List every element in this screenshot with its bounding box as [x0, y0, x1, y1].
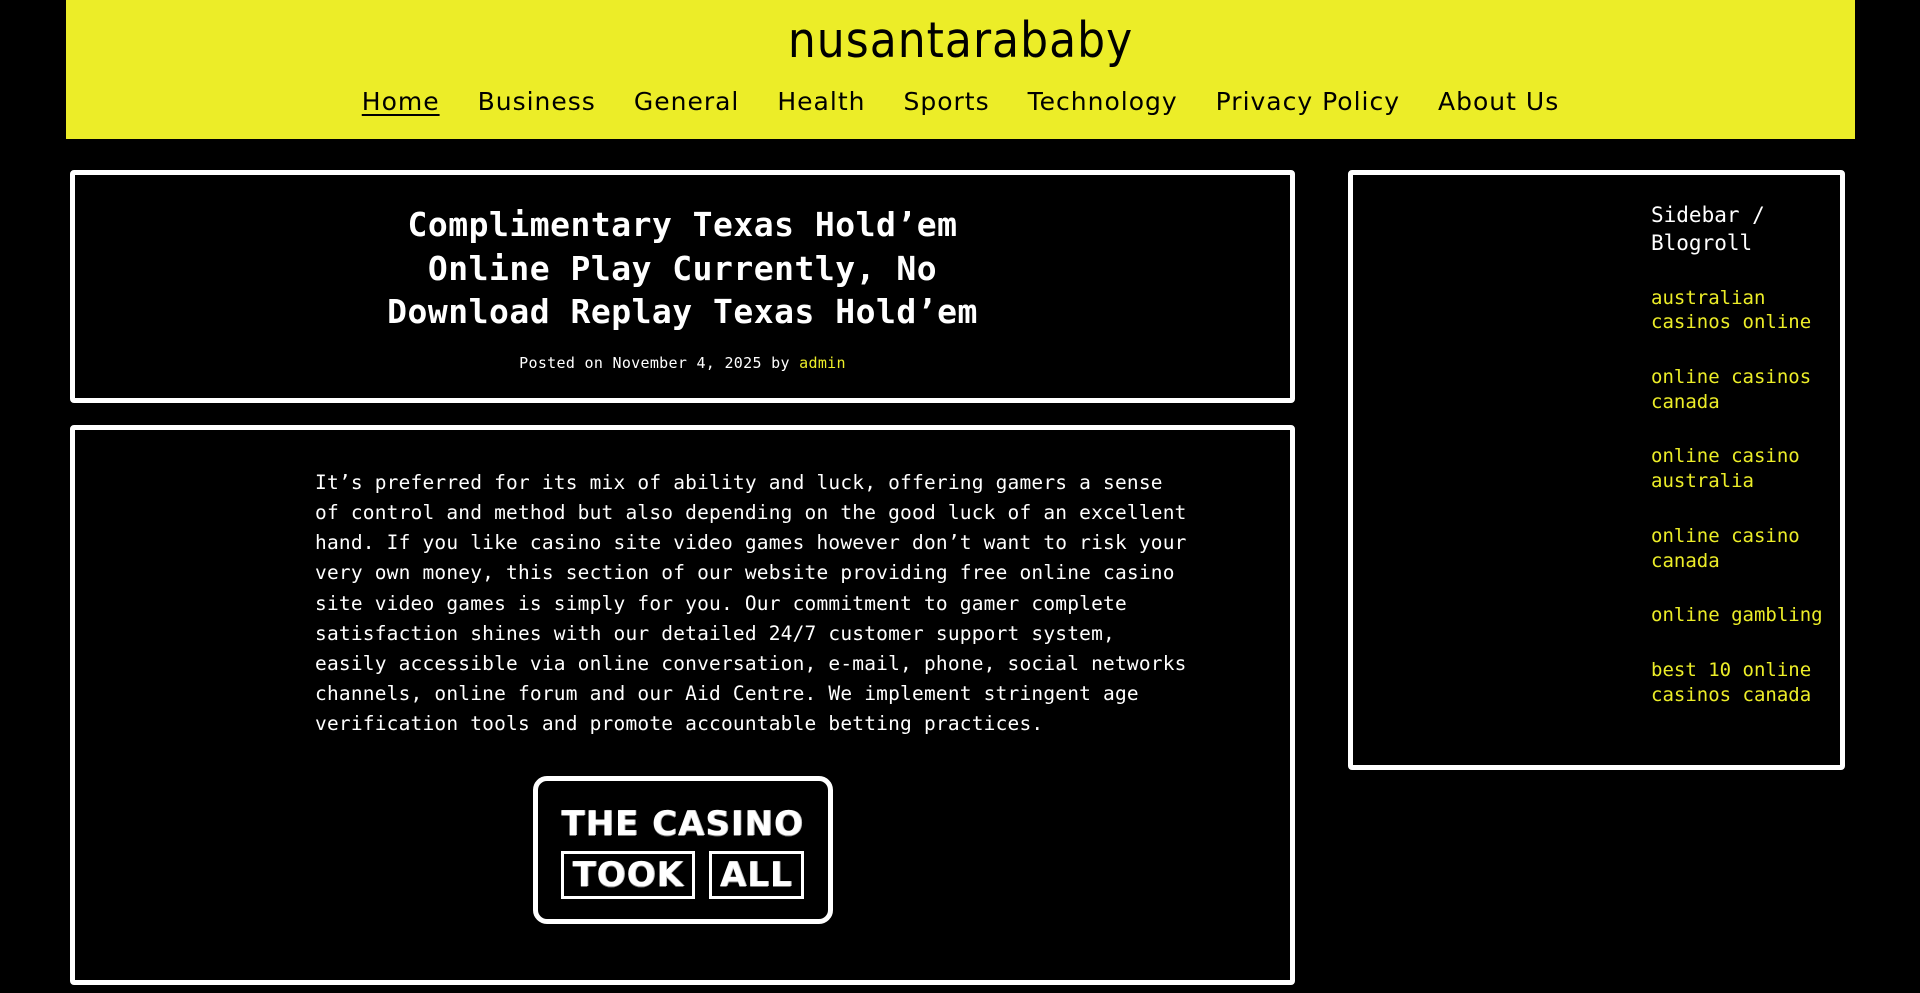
post-author-link[interactable]: admin [799, 353, 846, 372]
sidebar-inner [1651, 201, 1845, 707]
nav-item-sports[interactable]: Sports [903, 86, 990, 116]
sidebar-link-online-casino-canada[interactable]: online casino canada [1651, 524, 1800, 572]
post-body-text: It’s preferred for its mix of ability and luck, offering gamers a sense of control and method but also depending on the good luck of an excellent hand. If you like casino site video games however don’t want to risk your very own money, this section of our website providing free online casino site video games is simply for you. Our commitment to gamer complete satisfaction shines with our detailed 24/7 customer support system, easily accessible via online conversation, e-mail, phone, social networks channels, online forum and our Aid Centre. We implement stringent age verification tools and promote accountable betting practices. [315, 470, 1187, 736]
post-image-line-2 [561, 851, 803, 899]
sidebar-link-online-gambling[interactable]: online gambling [1651, 604, 1823, 627]
sidebar-link-online-casinos-canada[interactable]: online casinos canada [1651, 366, 1812, 413]
main-navigation [362, 87, 1559, 116]
nav-item-health[interactable]: Health [777, 86, 866, 116]
post-image [533, 776, 833, 924]
nav-item-technology[interactable]: Technology [1027, 86, 1178, 116]
nav-item-general[interactable]: General [633, 86, 740, 116]
site-title: nusantarababy [787, 12, 1134, 69]
post-meta-by-label: by [771, 353, 790, 372]
sidebar [1348, 170, 1845, 770]
nav-item-business[interactable]: Business [477, 86, 596, 116]
post-body-panel [70, 425, 1295, 985]
sidebar-link-best-10-online-casinos-canada[interactable]: best 10 online casinos canada [1651, 658, 1812, 706]
post-date: November 4, 2025 [612, 353, 762, 372]
sidebar-link-australian-casinos-online[interactable]: australian casinos online [1651, 286, 1812, 334]
post-meta-posted-label: Posted on [519, 353, 604, 372]
sidebar-link-online-casino-australia[interactable]: online casino australia [1651, 445, 1800, 493]
sidebar-title: Sidebar / Blogroll [1651, 203, 1765, 256]
post-image-word-all: ALL [709, 851, 804, 899]
page-title: Complimentary Texas Hold’em Online Play Currently, No Download Replay Texas Hold’em [387, 205, 978, 332]
site-header [66, 0, 1855, 139]
post-image-word-took: TOOK [561, 851, 694, 899]
nav-item-privacy-policy[interactable]: Privacy Policy [1215, 86, 1401, 116]
content-column [70, 170, 1295, 985]
nav-item-home[interactable]: Home [361, 86, 440, 116]
post-meta [105, 354, 1260, 372]
post-header-panel [70, 170, 1295, 403]
post-image-line-1: THE CASINO [561, 803, 804, 844]
nav-item-about-us[interactable]: About Us [1438, 86, 1560, 116]
